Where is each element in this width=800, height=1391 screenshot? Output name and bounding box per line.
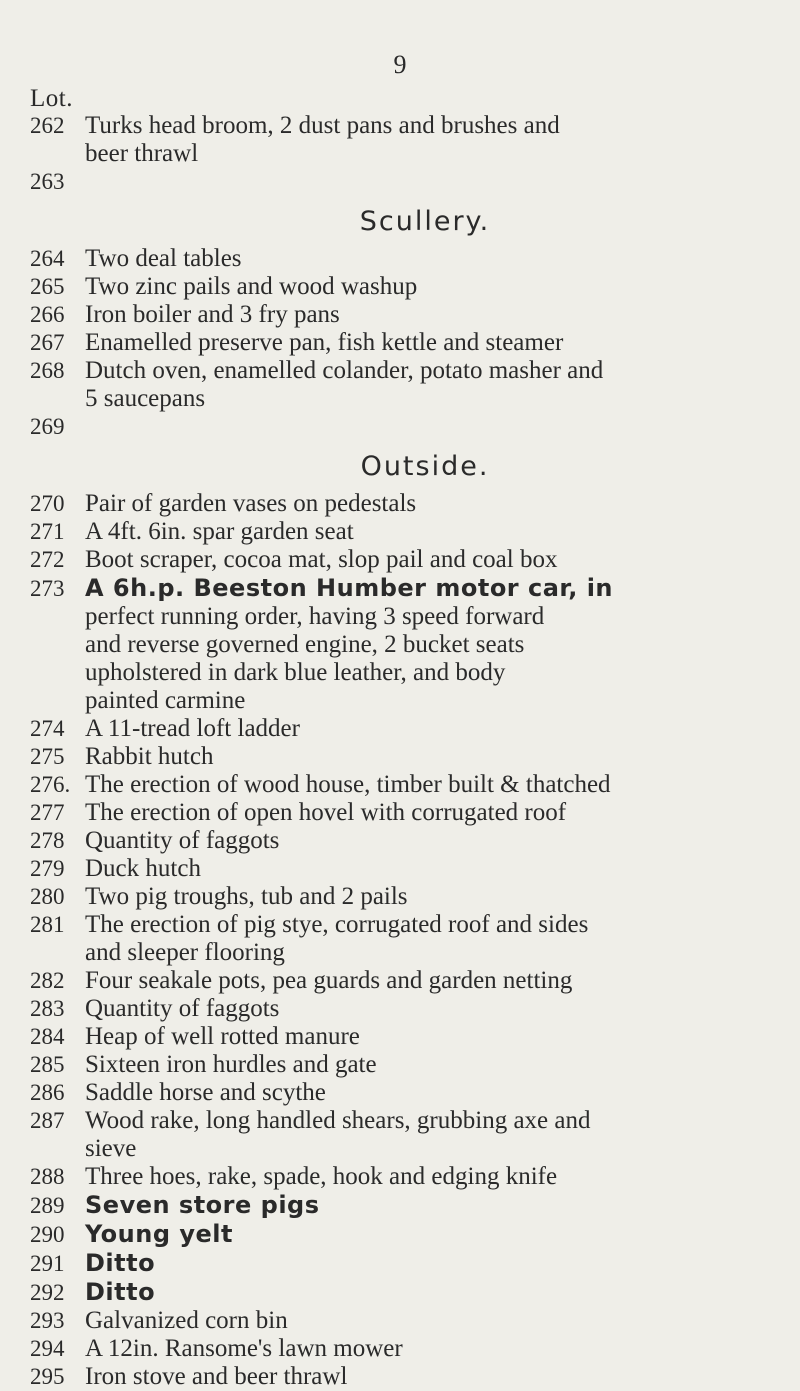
lot-row xyxy=(30,967,790,995)
lot-number: 283 xyxy=(30,996,65,1021)
lot-description: Young yelt xyxy=(85,1220,233,1248)
lot-row-continuation xyxy=(30,603,790,631)
lot-description: Saddle horse and scythe xyxy=(85,1079,326,1106)
lot-number: 290 xyxy=(30,1222,65,1247)
lot-row xyxy=(30,855,790,883)
lot-number: 268 xyxy=(30,358,65,383)
lot-number: 275 xyxy=(30,744,65,769)
lot-row xyxy=(30,1051,790,1079)
lot-number: 272 xyxy=(30,547,65,572)
lot-description: Iron boiler and 3 fry pans xyxy=(85,301,340,328)
lot-number: 263 xyxy=(30,169,65,194)
lot-description: A 4ft. 6in. spar garden seat xyxy=(85,518,354,545)
lot-row xyxy=(30,112,790,140)
lot-description: A 11-tread loft ladder xyxy=(85,715,300,742)
lot-description: Wood rake, long handled shears, grubbing axe and xyxy=(85,1107,591,1134)
lot-row xyxy=(30,715,790,743)
lot-row xyxy=(30,1079,790,1107)
lot-description: and reverse governed engine, 2 bucket seats xyxy=(85,631,525,658)
lot-row xyxy=(30,546,790,574)
lot-number: 266 xyxy=(30,302,65,327)
lot-row xyxy=(30,911,790,939)
lot-description: Four seakale pots, pea guards and garden netting xyxy=(85,967,573,994)
lot-row xyxy=(30,357,790,385)
lot-row xyxy=(30,1307,790,1335)
lot-row xyxy=(30,1335,790,1363)
lot-description: Rabbit hutch xyxy=(85,743,214,770)
lot-description: Quantity of faggots xyxy=(85,827,280,854)
section-heading: Outside. xyxy=(360,451,490,482)
lot-row xyxy=(30,301,790,329)
lot-row xyxy=(30,1023,790,1051)
lot-number: 288 xyxy=(30,1164,65,1189)
lot-number: 271 xyxy=(30,519,65,544)
lot-row xyxy=(30,995,790,1023)
lot-row xyxy=(30,1249,790,1278)
lot-row-continuation xyxy=(30,687,790,715)
lot-description: upholstered in dark blue leather, and body xyxy=(85,659,506,686)
lot-number: 273 xyxy=(30,576,65,601)
lot-row xyxy=(30,518,790,546)
lot-description: Heap of well rotted manure xyxy=(85,1023,360,1050)
lot-row xyxy=(30,827,790,855)
lot-row xyxy=(30,1107,790,1135)
lot-row xyxy=(30,1278,790,1307)
lot-number: 265 xyxy=(30,274,65,299)
lot-description: Enamelled preserve pan, fish kettle and steamer xyxy=(85,329,564,356)
lot-number: 291 xyxy=(30,1251,65,1276)
section-heading: Scullery. xyxy=(359,206,491,237)
lot-row xyxy=(30,413,790,441)
lot-description: Two zinc pails and wood washup xyxy=(85,273,418,300)
lot-number: 281 xyxy=(30,912,65,937)
lot-description: Iron stove and beer thrawl xyxy=(85,1363,348,1390)
lot-number: 293 xyxy=(30,1308,65,1333)
lot-row xyxy=(30,1363,790,1391)
lot-number: 295 xyxy=(30,1364,65,1389)
lot-description: The erection of open hovel with corrugated roof xyxy=(85,799,567,826)
lot-number: 269 xyxy=(30,414,65,439)
lot-description: Three hoes, rake, spade, hook and edging knife xyxy=(85,1163,558,1190)
lot-description: The erection of wood house, timber built & thatched xyxy=(85,771,611,798)
lot-row xyxy=(30,883,790,911)
lot-description: Quantity of faggots xyxy=(85,995,280,1022)
lot-description: Sixteen iron hurdles and gate xyxy=(85,1051,377,1078)
lot-list xyxy=(30,112,790,1391)
lot-number: 274 xyxy=(30,716,65,741)
lot-description: The erection of pig stye, corrugated roof and sides xyxy=(85,911,589,938)
lot-row xyxy=(30,273,790,301)
lot-row-continuation xyxy=(30,659,790,687)
lot-description: perfect running order, having 3 speed forward xyxy=(85,603,545,630)
lot-number: 270 xyxy=(30,491,65,516)
lot-row xyxy=(30,799,790,827)
lot-number: 287 xyxy=(30,1108,65,1133)
lot-description: A 12in. Ransome's lawn mower xyxy=(85,1335,403,1362)
lot-description: Seven store pigs xyxy=(85,1191,320,1219)
lot-number: 276. xyxy=(30,772,71,797)
lot-row xyxy=(30,574,790,603)
lot-description: Turks head broom, 2 dust pans and brushes and xyxy=(85,112,560,139)
lot-description: A 6h.p. Beeston Humber motor car, in xyxy=(85,574,614,602)
lot-row xyxy=(30,1191,790,1220)
lot-number: 279 xyxy=(30,856,65,881)
lot-number: 294 xyxy=(30,1336,65,1361)
lot-number: 292 xyxy=(30,1280,65,1305)
lot-row xyxy=(30,168,790,196)
lot-number: 285 xyxy=(30,1052,65,1077)
lot-description: 5 saucepans xyxy=(85,385,206,412)
lot-description: Ditto xyxy=(85,1278,156,1306)
lot-description: sieve xyxy=(85,1135,137,1162)
lot-row-continuation xyxy=(30,1135,790,1163)
lot-description: beer thrawl xyxy=(85,140,199,167)
lot-row-continuation xyxy=(30,631,790,659)
lot-row xyxy=(30,1163,790,1191)
lot-number: 267 xyxy=(30,330,65,355)
lot-row xyxy=(30,245,790,273)
page-number: 9 xyxy=(393,50,407,79)
lot-row-continuation xyxy=(30,939,790,967)
lot-number: 264 xyxy=(30,246,65,271)
lot-description: and sleeper flooring xyxy=(85,939,285,966)
lot-number: 282 xyxy=(30,968,65,993)
lot-row xyxy=(30,743,790,771)
lot-description: Two deal tables xyxy=(85,245,242,272)
lot-description: Pair of garden vases on pedestals xyxy=(85,490,417,517)
lot-row-continuation xyxy=(30,140,790,168)
lot-number: 277 xyxy=(30,800,65,825)
lot-description: Ditto xyxy=(85,1249,156,1277)
lot-description: Galvanized corn bin xyxy=(85,1307,288,1334)
lot-number: 278 xyxy=(30,828,65,853)
lot-number: 280 xyxy=(30,884,65,909)
lot-description: Duck hutch xyxy=(85,855,201,882)
lot-description: Two pig troughs, tub and 2 pails xyxy=(85,883,408,910)
lot-number: 289 xyxy=(30,1193,65,1218)
lot-description: Dutch oven, enamelled colander, potato masher and xyxy=(85,357,604,384)
lot-description: painted carmine xyxy=(85,687,246,714)
lot-row-continuation xyxy=(30,385,790,413)
lot-column-header: Lot. xyxy=(30,85,73,112)
lot-row xyxy=(30,490,790,518)
lot-number: 284 xyxy=(30,1024,65,1049)
lot-number: 262 xyxy=(30,113,65,138)
lot-row xyxy=(30,1220,790,1249)
lot-description: Boot scraper, cocoa mat, slop pail and coal box xyxy=(85,546,558,573)
lot-row xyxy=(30,329,790,357)
lot-number: 286 xyxy=(30,1080,65,1105)
lot-row xyxy=(30,771,790,799)
